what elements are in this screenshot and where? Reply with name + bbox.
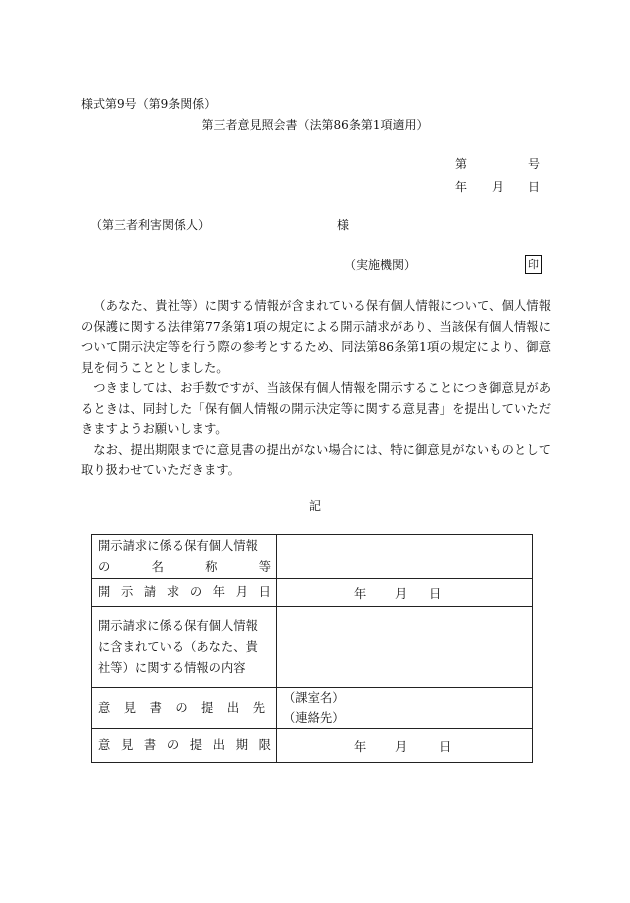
request-date-month: 月 bbox=[395, 586, 408, 601]
label-char: 月 bbox=[235, 585, 249, 599]
table-row-info-content bbox=[92, 607, 533, 688]
recipient-label: （第三者利害関係人） bbox=[90, 218, 211, 232]
info-table bbox=[91, 534, 533, 763]
request-date-day: 日 bbox=[429, 586, 442, 601]
reference-number-suffix: 号 bbox=[528, 157, 541, 171]
contact-label: （連絡先） bbox=[283, 711, 345, 725]
table-row-request-date bbox=[92, 579, 533, 607]
label-char: 名 bbox=[151, 559, 164, 574]
label-char: の bbox=[98, 559, 111, 574]
body-paragraph-3: なお、提出期限までに意見書の提出がない場合には、特に御意見がないものとして取り扱わせていただきます。 bbox=[81, 442, 551, 477]
table-row-info-name bbox=[92, 535, 533, 579]
label-char: の bbox=[175, 700, 188, 715]
deadline-day: 日 bbox=[439, 739, 452, 754]
label-line: 社等）に関する情報の内容 bbox=[98, 660, 246, 675]
deadline-month: 月 bbox=[395, 739, 408, 754]
department-label: （課室名） bbox=[283, 691, 345, 705]
issue-date-day: 日 bbox=[528, 180, 541, 194]
label-char: 出 bbox=[212, 738, 226, 752]
label-submission-destination bbox=[92, 688, 277, 729]
label-line: に含まれている（あなた、貴 bbox=[98, 639, 258, 654]
reference-number-prefix: 第 bbox=[455, 157, 468, 171]
label-char: 見 bbox=[123, 700, 137, 715]
label-char: 限 bbox=[258, 738, 271, 752]
label-line-spread bbox=[98, 582, 271, 603]
body-paragraph-1: （あなた、貴社等）に関する情報が含まれている保有個人情報について、個人情報の保護に関する法律第77条第1項の規定による開示請求があり、当該保有個人情報について開示決定等を行う際の参考とするため、同法第86条第1項の規定により、御意見を伺うこととしました。 bbox=[81, 299, 551, 375]
label-char: の bbox=[166, 738, 180, 752]
label-line: 開示請求に係る保有個人情報 bbox=[98, 538, 258, 553]
label-char: 提 bbox=[189, 738, 203, 752]
label-char: 意 bbox=[98, 738, 111, 752]
label-char: 年 bbox=[212, 585, 226, 599]
label-char: 等 bbox=[258, 559, 271, 574]
label-char: 開 bbox=[98, 585, 111, 599]
document-title: 第三者意見照会書（法第86条第1項適用） bbox=[201, 118, 429, 132]
label-char: 書 bbox=[149, 700, 162, 715]
issue-date-month: 月 bbox=[492, 180, 505, 194]
table-row-submission-deadline bbox=[92, 729, 533, 763]
label-char: 称 bbox=[205, 559, 218, 574]
label-char: 期 bbox=[235, 738, 249, 752]
recipient-honorific: 様 bbox=[337, 218, 350, 232]
label-info-name bbox=[92, 535, 277, 579]
label-line-spread bbox=[98, 735, 271, 756]
record-heading: 記 bbox=[308, 499, 321, 513]
label-char: 提 bbox=[201, 700, 214, 715]
label-char: 請 bbox=[143, 585, 157, 599]
label-char: 示 bbox=[120, 585, 134, 599]
seal-mark: 印 bbox=[525, 255, 542, 274]
value-submission-destination bbox=[277, 688, 533, 729]
label-char: 求 bbox=[166, 585, 180, 599]
label-line: 開示請求に係る保有個人情報 bbox=[98, 618, 258, 633]
label-char: 日 bbox=[258, 585, 271, 599]
body-text bbox=[81, 296, 551, 481]
table-row-submission-destination bbox=[92, 688, 533, 729]
agency-label: （実施機関） bbox=[344, 258, 417, 272]
label-line-spread bbox=[98, 557, 271, 578]
deadline-year: 年 bbox=[354, 739, 367, 754]
label-char: 先 bbox=[252, 700, 265, 715]
label-char: 意 bbox=[98, 700, 111, 715]
label-request-date bbox=[92, 579, 277, 607]
label-info-content bbox=[92, 607, 277, 688]
value-info-name bbox=[277, 535, 533, 579]
value-request-date bbox=[277, 579, 533, 607]
label-submission-deadline bbox=[92, 729, 277, 763]
label-char: 出 bbox=[226, 700, 240, 715]
label-char: 見 bbox=[120, 738, 134, 752]
form-number-label: 様式第9号（第9条関係） bbox=[81, 97, 217, 111]
label-char: の bbox=[189, 585, 203, 599]
issue-date-year: 年 bbox=[455, 180, 468, 194]
body-paragraph-2: つきましては、お手数ですが、当該保有個人情報を開示することにつき御意見があるときは、同封した「保有個人情報の開示決定等に関する意見書」を提出していただきますようお願いします。 bbox=[81, 381, 551, 436]
value-submission-deadline bbox=[277, 729, 533, 763]
label-line-spread bbox=[98, 698, 271, 719]
label-char: 書 bbox=[143, 738, 157, 752]
value-info-content bbox=[277, 607, 533, 688]
request-date-year: 年 bbox=[354, 586, 367, 601]
